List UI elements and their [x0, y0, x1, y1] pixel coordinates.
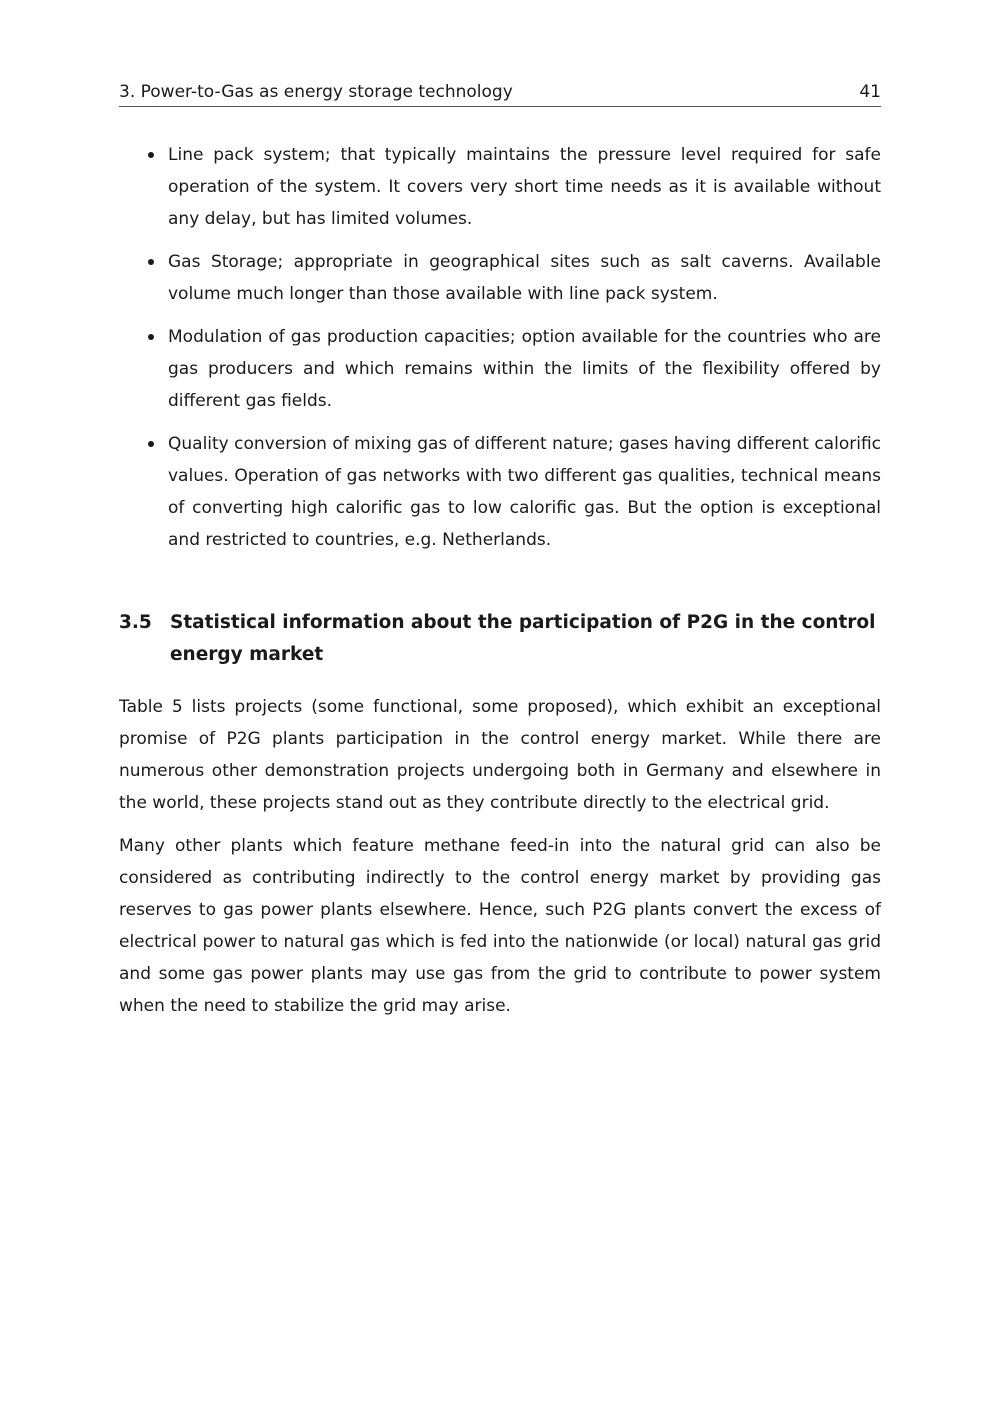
chapter-title: 3. Power-to-Gas as energy storage technology — [119, 82, 513, 102]
section-heading — [119, 607, 881, 671]
bullet-icon — [148, 152, 154, 158]
list-item — [119, 321, 881, 417]
section-title: Statistical information about the participation of P2G in the control energy market — [170, 612, 876, 665]
body-paragraph: Many other plants which feature methane feed-in into the natural grid can also be considered as contributing indirectly to the control energy market by providing gas reserves to gas power plants elsewhere. Hence, such P2G plants convert the excess of electrical power to natural gas which is fed into the nationwide (or local) natural gas grid and some gas power plants may use gas from the grid to contribute to power system when the need to stabilize the grid may arise. — [119, 836, 881, 1016]
bullet-icon — [148, 334, 154, 340]
bullet-icon — [148, 441, 154, 447]
page-number: 41 — [859, 82, 881, 102]
list-item-text: Line pack system; that typically maintains the pressure level required for safe operation of the system. It covers very short time needs as it is available without any delay, but has limited volumes. — [168, 145, 881, 229]
bullet-icon — [148, 259, 154, 265]
bullet-list — [119, 139, 881, 556]
list-item-text: Gas Storage; appropriate in geographical sites such as salt caverns. Available volume much longer than those available with line pack system. — [168, 252, 881, 304]
list-item-text: Modulation of gas production capacities; option available for the countries who are gas producers and which remains within the limits of the flexibility offered by different gas fields. — [168, 327, 881, 411]
list-item — [119, 139, 881, 235]
list-item — [119, 246, 881, 310]
section-number: 3.5 — [119, 612, 152, 633]
list-item-text: Quality conversion of mixing gas of different nature; gases having different calorific values. Operation of gas networks with two different gas qualities, technical means of converting high calorific gas to low calorific gas. But the option is exceptional and restricted to countries, e.g. Netherlands. — [168, 434, 881, 550]
running-header — [119, 80, 881, 107]
list-item — [119, 428, 881, 556]
body-paragraph: Table 5 lists projects (some functional, some proposed), which exhibit an exceptional promise of P2G plants participation in the control energy market. While there are numerous other demonstration projects undergoing both in Germany and elsewhere in the world, these projects stand out as they contribute directly to the electrical grid. — [119, 697, 881, 813]
document-page — [119, 80, 881, 1022]
